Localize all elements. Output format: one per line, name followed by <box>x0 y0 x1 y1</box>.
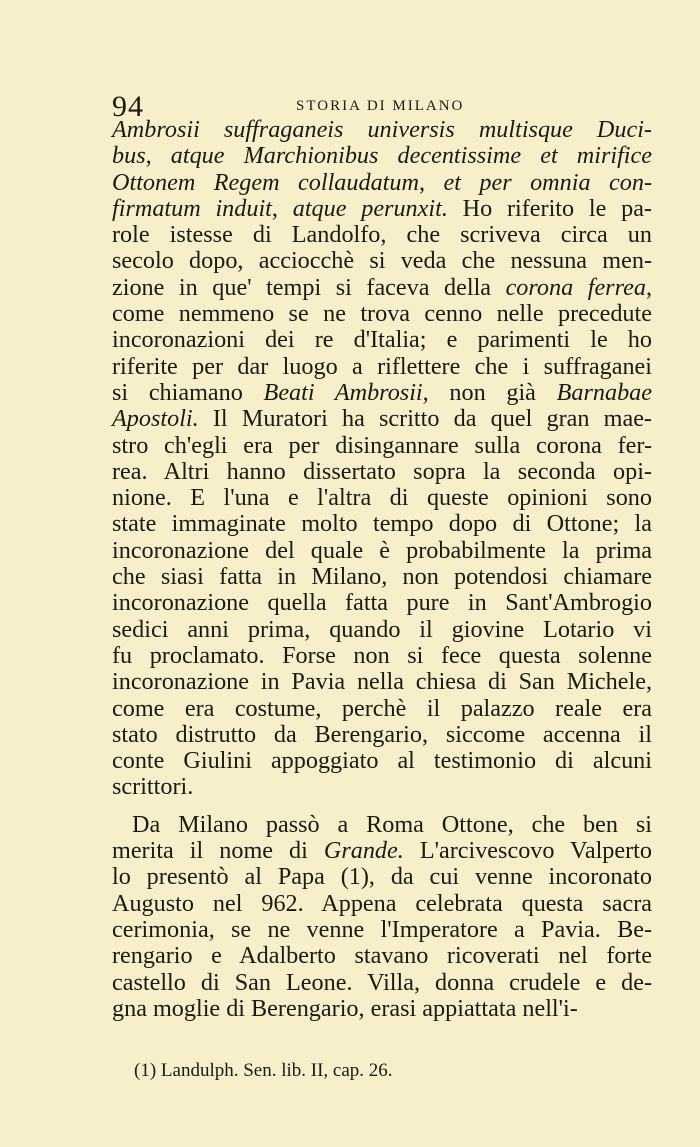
text-line <box>112 564 652 590</box>
paragraph-1 <box>112 117 652 801</box>
text-run: incoronazione del quale è probabilmente la prima <box>112 536 652 564</box>
italic-text: Apostoli. <box>112 405 199 433</box>
text-line <box>112 996 652 1022</box>
text-run: , <box>645 273 652 301</box>
text-line <box>112 943 652 969</box>
text-run: lo presentò al Papa (1), da cui venne incoronato <box>112 863 652 891</box>
text-line <box>112 275 652 301</box>
paragraph-2 <box>112 812 652 1022</box>
text-run: si chiamano <box>112 378 264 406</box>
text-line <box>112 406 652 432</box>
text-run: Ho riferito le pa- <box>447 194 652 222</box>
text-line <box>112 864 652 890</box>
text-run: come era costume, perchè il palazzo reale era <box>112 694 652 722</box>
text-run: rea. Altri hanno dissertato sopra la seconda opi- <box>112 457 652 485</box>
text-run: come nemmeno se ne trova cenno nelle precedute <box>112 300 652 328</box>
body-text <box>112 117 652 1022</box>
text-line <box>112 485 652 511</box>
text-run: gna moglie di Berengario, erasi appiattata nell'i- <box>112 994 578 1022</box>
text-line <box>112 722 652 748</box>
text-run: riferite per dar luogo a riflettere che i suffraganei <box>112 352 652 380</box>
text-line <box>112 891 652 917</box>
text-run: stato distrutto da Berengario, siccome accenna il <box>112 720 652 748</box>
text-run: cerimonia, se ne venne l'Imperatore a Pavia. Be- <box>112 915 652 943</box>
text-line <box>112 511 652 537</box>
text-run: fu proclamato. Forse non si fece questa solenne <box>112 641 652 669</box>
text-run: conte Giulini appoggiato al testimonio di alcuni <box>112 747 652 775</box>
text-run: castello di San Leone. Villa, donna crudele e de- <box>112 968 652 996</box>
text-line <box>112 248 652 274</box>
text-run: Da Milano passò a Roma Ottone, che ben si <box>132 810 652 838</box>
text-line <box>112 170 652 196</box>
text-line <box>112 590 652 616</box>
text-run: L'arcivescovo Valperto <box>403 837 652 865</box>
italic-text: atque perunxit. <box>292 194 448 222</box>
text-run: Augusto nel 962. Appena celebrata questa sacra <box>112 889 652 917</box>
text-line <box>112 669 652 695</box>
text-run: stro ch'egli era per disingannare sulla corona fer- <box>112 431 652 459</box>
text-run: role istesse di Landolfo, che scriveva circa un <box>112 221 652 249</box>
text-run: nione. E l'una e l'altra di queste opinioni sono <box>112 484 652 512</box>
text-line <box>112 354 652 380</box>
text-line <box>112 748 652 774</box>
text-run: scrittori. <box>112 773 194 801</box>
text-line <box>112 643 652 669</box>
text-run: , <box>418 168 444 196</box>
text-run: , non già <box>422 378 557 406</box>
italic-text: bus <box>112 142 146 170</box>
text-line <box>112 301 652 327</box>
text-line <box>112 380 652 406</box>
text-run: state immaginate molto tempo dopo di Ottone; la <box>112 510 652 538</box>
text-run: che siasi fatta in Milano, non potendosi chiamare <box>112 563 652 591</box>
italic-text: atque Marchionibus decentissime et mirifice <box>170 142 652 170</box>
italic-text: corona ferrea <box>505 273 646 301</box>
text-line <box>112 117 652 143</box>
italic-text: Ottonem Regem collaudatum <box>112 168 419 196</box>
text-line <box>112 617 652 643</box>
text-run: sedici anni prima, quando il giovine Lotario vi <box>112 615 652 643</box>
running-title: STORIA DI MILANO <box>296 98 465 114</box>
text-line <box>112 538 652 564</box>
text-line <box>112 696 652 722</box>
text-line <box>112 459 652 485</box>
italic-text: firmatum induit <box>112 194 272 222</box>
text-run: incoronazioni dei re d'Italia; e parimenti le ho <box>112 326 652 354</box>
italic-text: Barnabae <box>556 378 653 406</box>
text-run: , <box>271 194 293 222</box>
text-line <box>112 222 652 248</box>
footnote: (1) Landulph. Sen. lib. II, cap. 26. <box>134 1060 393 1081</box>
text-line <box>112 327 652 353</box>
text-line <box>112 970 652 996</box>
page-number: 94 <box>112 90 144 123</box>
text-run: secolo dopo, acciocchè si veda che nessuna men- <box>112 247 652 275</box>
text-run: Il Muratori ha scritto da quel gran mae- <box>198 405 652 433</box>
text-line <box>112 143 652 169</box>
italic-text: Ambrosii suffraganeis universis multisque Duci- <box>112 116 652 143</box>
italic-text: et per omnia con- <box>443 168 652 196</box>
text-run: zione in que' tempi si faceva della <box>112 273 506 301</box>
text-run: incoronazione in Pavia nella chiesa di San Michele, <box>112 668 652 696</box>
text-line <box>112 917 652 943</box>
italic-text: Beati Ambrosii <box>263 378 423 406</box>
text-line <box>112 838 652 864</box>
text-run: merita il nome di <box>112 837 324 865</box>
text-run: , <box>145 142 171 170</box>
text-line <box>112 196 652 222</box>
text-line <box>112 433 652 459</box>
text-run: incoronazione quella fatta pure in Sant'Ambrogio <box>112 589 652 617</box>
italic-text: Grande. <box>323 837 404 865</box>
text-run: rengario e Adalberto stavano ricoverati nel forte <box>112 942 652 970</box>
text-line <box>112 774 652 800</box>
text-line <box>112 812 652 838</box>
